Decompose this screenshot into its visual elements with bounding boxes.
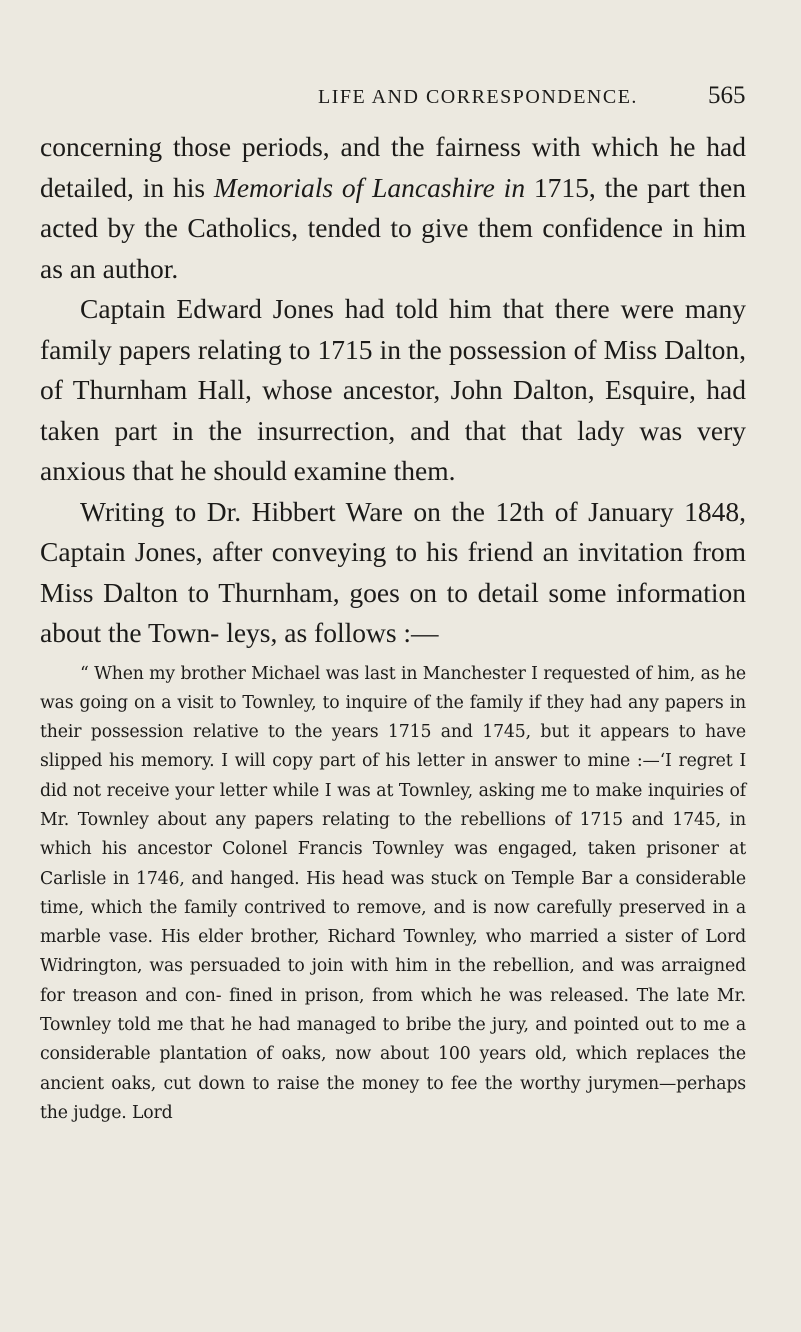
paragraph-1-start: concerning those periods, and the fairness with which he had detailed, in his — [40, 131, 746, 203]
paragraph-3: Writing to Dr. Hibbert Ware on the 12th of January 1848, Captain Jones, after conveying to his friend an invitation from Miss Dalton to Thurnham, goes on to detail some information about the Town- leys, as follows :— — [40, 495, 746, 648]
paragraph-1 — [40, 127, 746, 289]
running-title: LIFE AND CORRESPONDENCE. — [318, 86, 638, 108]
page-number: 565 — [708, 82, 746, 109]
running-head — [0, 82, 801, 122]
paragraph-2: Captain Edward Jones had told him that there were many family papers relating to 1715 in the possession of Miss Dalton, of Thurnham Hall, whose ancestor, John Dalton, Esquire, had taken part in the insurrection, and that that lady was very anxious that he should examine them. — [40, 293, 746, 486]
book-title: Memorials of Lancashire in — [213, 171, 526, 203]
body-text — [40, 127, 746, 1128]
quoted-letter: “ When my brother Michael was last in Manchester I requested of him, as he was going on a visit to Townley, to inquire of the family if they had any papers in their possession relative to the years 1715 and 1745, but it appears to have slipped his memory. I will copy part of his letter in answer to mine :—‘I regret I did not receive your letter while I was at Townley, asking me to make inquiries of Mr. Townley about any papers relating to the rebellions of 1715 and 1745, in which his ancestor Colonel Francis Townley was engaged, taken prisoner at Carlisle in 1746, and hanged. His head was stuck on Temple Bar a considerable time, which the family contrived to remove, and is now carefully preserved in a marble vase. His elder brother, Richard Townley, who married a sister of Lord Widrington, was persuaded to join with him in the rebellion, and was arraigned for treason and con- fined in prison, from which he was released. The late Mr. Townley told me that he had managed to bribe the jury, and pointed out to me a considerable plantation of oaks, now about 100 years old, which replaces the ancient oaks, cut down to raise the money to fee the worthy jurymen—perhaps the judge. Lord — [40, 663, 746, 1123]
paragraph-1-end: 1715, the part then acted by the Catholics, tended to give them confidence in him as an author. — [40, 171, 746, 284]
